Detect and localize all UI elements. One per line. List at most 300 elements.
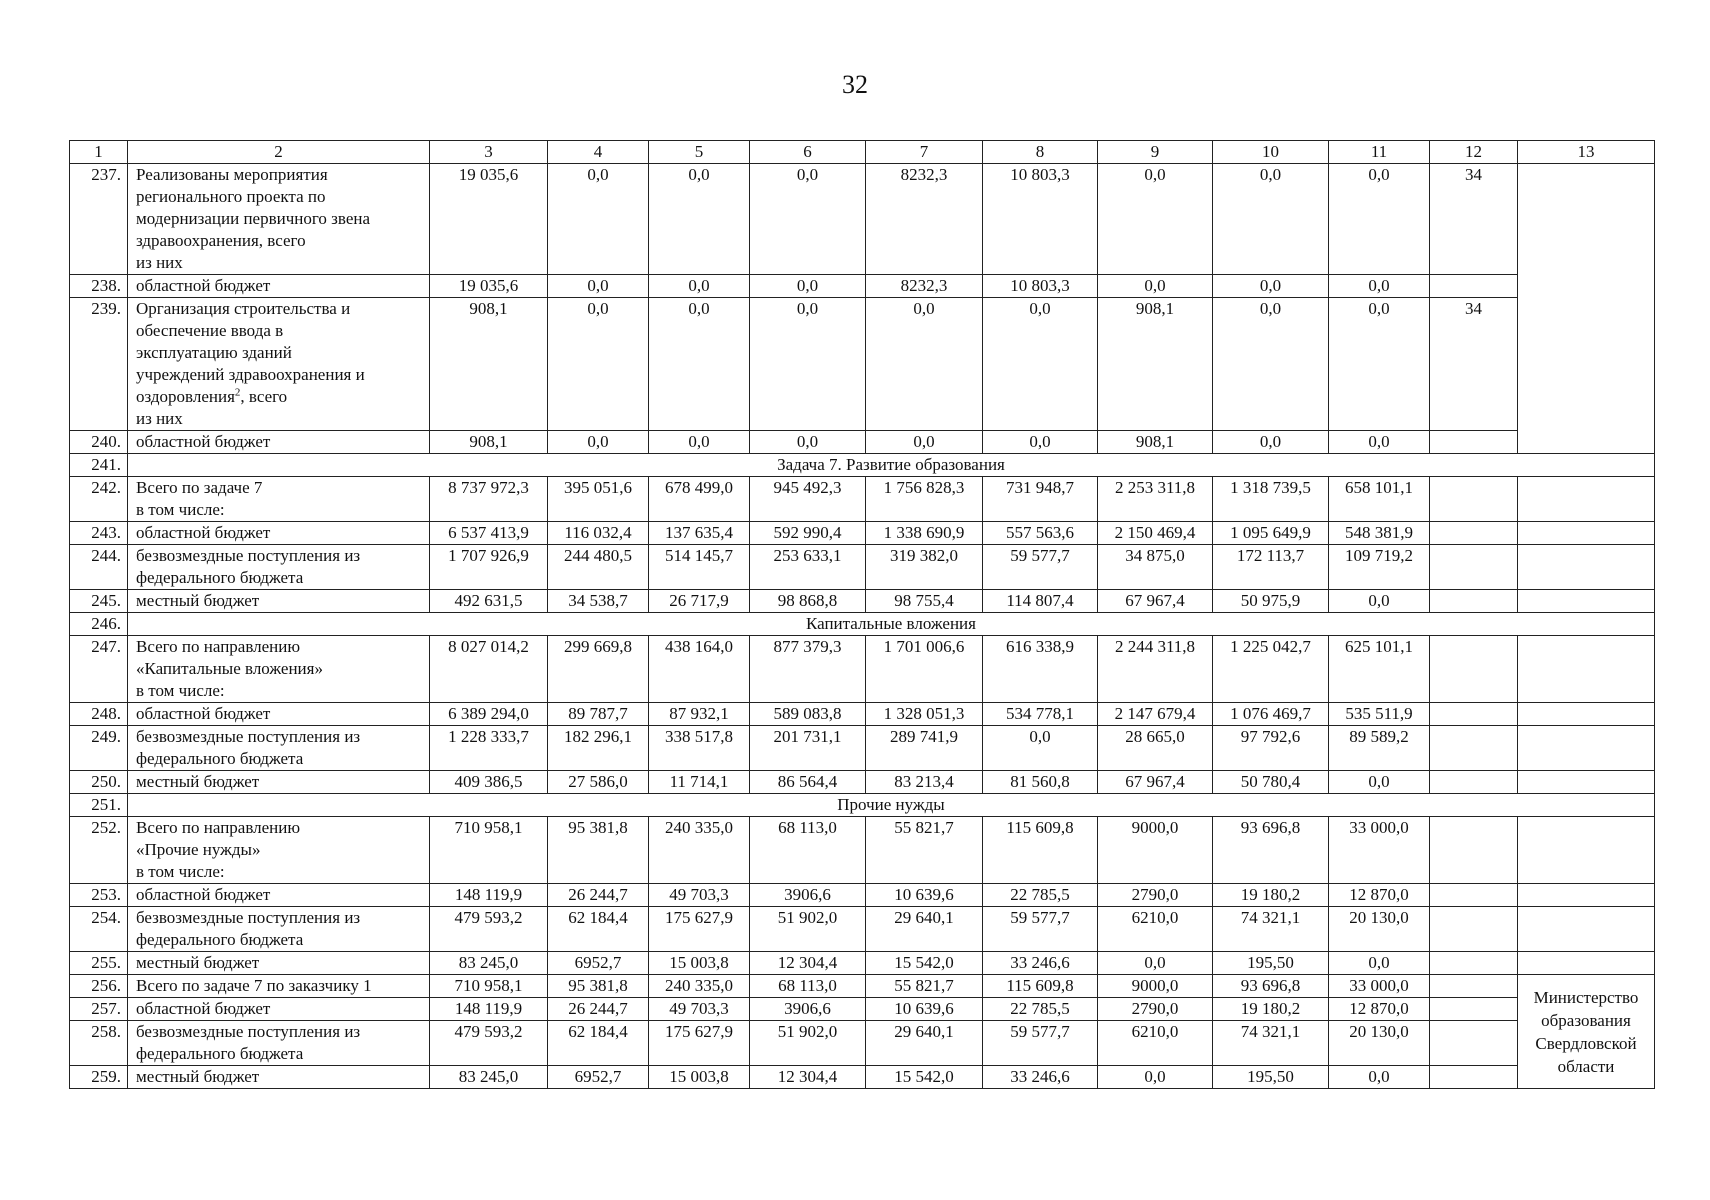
description-line: местный бюджет [136,1067,260,1086]
value-cell: 59 577,7 [983,545,1098,590]
table-row [70,884,1655,907]
description-line: из них [136,409,183,428]
value-cell: 0,0 [548,275,649,298]
value-cell: 19 035,6 [430,275,548,298]
value-cell: 50 975,9 [1213,590,1329,613]
col12-cell [1430,771,1518,794]
value-cell: 1 701 006,6 [866,636,983,703]
col12-cell [1430,1021,1518,1066]
value-cell: 195,50 [1213,952,1329,975]
row-number: 258. [70,1021,128,1066]
row-description [128,522,430,545]
value-cell: 15 542,0 [866,1066,983,1089]
value-cell: 9000,0 [1098,817,1213,884]
row-description [128,952,430,975]
row-description [128,164,430,275]
value-cell: 87 932,1 [649,703,750,726]
value-cell: 49 703,3 [649,998,750,1021]
value-cell: 395 051,6 [548,477,649,522]
table-row [70,590,1655,613]
value-cell: 34 875,0 [1098,545,1213,590]
value-cell: 3906,6 [750,884,866,907]
col12-cell [1430,726,1518,771]
col12-cell [1430,975,1518,998]
page-number: 32 [842,70,868,99]
value-cell: 15 003,8 [649,1066,750,1089]
value-cell: 0,0 [1329,590,1430,613]
value-cell: 15 542,0 [866,952,983,975]
value-cell: 81 560,8 [983,771,1098,794]
col13-cell [1518,164,1655,454]
description-line: местный бюджет [136,591,260,610]
value-cell: 244 480,5 [548,545,649,590]
budget-table [69,140,1655,1089]
row-number: 240. [70,431,128,454]
table-row [70,636,1655,703]
value-cell: 12 304,4 [750,1066,866,1089]
header-cell: 13 [1518,141,1655,164]
row-number: 247. [70,636,128,703]
value-cell: 678 499,0 [649,477,750,522]
value-cell: 9000,0 [1098,975,1213,998]
col13-cell [1518,817,1655,884]
value-cell: 299 669,8 [548,636,649,703]
value-cell: 658 101,1 [1329,477,1430,522]
value-cell: 338 517,8 [649,726,750,771]
value-cell: 10 803,3 [983,164,1098,275]
value-cell: 114 807,4 [983,590,1098,613]
value-cell: 98 868,8 [750,590,866,613]
row-description [128,1021,430,1066]
value-cell: 0,0 [866,431,983,454]
value-cell: 731 948,7 [983,477,1098,522]
description-line: областной бюджет [136,885,271,904]
value-cell: 8 737 972,3 [430,477,548,522]
description-line: местный бюджет [136,772,260,791]
description-line: Всего по задаче 7 [136,478,263,497]
value-cell: 67 967,4 [1098,771,1213,794]
value-cell: 0,0 [649,431,750,454]
table-row [70,794,1655,817]
description-line: «Прочие нужды» [136,840,261,859]
value-cell: 1 228 333,7 [430,726,548,771]
description-line: в том числе: [136,681,225,700]
value-cell: 6 389 294,0 [430,703,548,726]
customer-line: Министерство [1533,987,1639,1007]
value-cell: 0,0 [548,431,649,454]
value-cell: 2 147 679,4 [1098,703,1213,726]
value-cell: 0,0 [1329,1066,1430,1089]
value-cell: 2 244 311,8 [1098,636,1213,703]
value-cell: 1 328 051,3 [866,703,983,726]
col12-cell [1430,884,1518,907]
value-cell: 195,50 [1213,1066,1329,1089]
row-number: 246. [70,613,128,636]
col12-cell [1430,952,1518,975]
value-cell: 51 902,0 [750,1021,866,1066]
value-cell: 2 253 311,8 [1098,477,1213,522]
value-cell: 6210,0 [1098,1021,1213,1066]
header-row [70,141,1655,164]
description-line: безвозмездные поступления из [136,908,361,927]
table-row [70,975,1655,998]
value-cell: 89 787,7 [548,703,649,726]
value-cell: 557 563,6 [983,522,1098,545]
value-cell: 148 119,9 [430,884,548,907]
row-number: 241. [70,454,128,477]
table-row [70,1021,1655,1066]
row-number: 239. [70,298,128,431]
row-number: 251. [70,794,128,817]
col12-cell [1430,522,1518,545]
value-cell: 0,0 [1329,952,1430,975]
value-cell: 0,0 [1213,298,1329,431]
row-description [128,1066,430,1089]
value-cell: 175 627,9 [649,907,750,952]
value-cell: 2790,0 [1098,884,1213,907]
section-title: Задача 7. Развитие образования [128,454,1655,477]
value-cell: 319 382,0 [866,545,983,590]
customer-line: образования [1541,1010,1631,1030]
description-line: областной бюджет [136,999,271,1018]
value-cell: 710 958,1 [430,817,548,884]
value-cell: 50 780,4 [1213,771,1329,794]
table-row [70,726,1655,771]
value-cell: 93 696,8 [1213,975,1329,998]
value-cell: 68 113,0 [750,975,866,998]
header-cell: 5 [649,141,750,164]
value-cell: 28 665,0 [1098,726,1213,771]
description-line: Всего по задаче 7 по заказчику 1 [136,976,372,995]
value-cell: 116 032,4 [548,522,649,545]
header-cell: 4 [548,141,649,164]
value-cell: 12 870,0 [1329,998,1430,1021]
header-cell: 1 [70,141,128,164]
value-cell: 0,0 [983,431,1098,454]
row-description [128,907,430,952]
description-line: безвозмездные поступления из [136,727,361,746]
value-cell: 29 640,1 [866,907,983,952]
value-cell: 0,0 [1329,431,1430,454]
col12-cell [1430,636,1518,703]
row-number: 256. [70,975,128,998]
description-line: учреждений здравоохранения и [136,365,365,384]
value-cell: 479 593,2 [430,1021,548,1066]
value-cell: 616 338,9 [983,636,1098,703]
table-row [70,298,1655,431]
value-cell: 62 184,4 [548,907,649,952]
value-cell: 26 244,7 [548,884,649,907]
description-line: Организация строительства и [136,299,351,318]
row-number: 237. [70,164,128,275]
table-row [70,1066,1655,1089]
value-cell: 908,1 [430,298,548,431]
value-cell: 0,0 [548,164,649,275]
value-cell: 62 184,4 [548,1021,649,1066]
value-cell: 26 244,7 [548,998,649,1021]
value-cell: 592 990,4 [750,522,866,545]
value-cell: 534 778,1 [983,703,1098,726]
value-cell: 0,0 [866,298,983,431]
value-cell: 8232,3 [866,275,983,298]
value-cell: 55 821,7 [866,817,983,884]
col12-cell [1430,1066,1518,1089]
col13-cell [1518,522,1655,545]
col13-cell [1518,907,1655,952]
table-row [70,817,1655,884]
row-number: 238. [70,275,128,298]
row-number: 243. [70,522,128,545]
section-title: Прочие нужды [128,794,1655,817]
value-cell: 97 792,6 [1213,726,1329,771]
value-cell: 625 101,1 [1329,636,1430,703]
value-cell: 20 130,0 [1329,1021,1430,1066]
table-row [70,431,1655,454]
description-line: в том числе: [136,500,225,519]
value-cell: 0,0 [750,431,866,454]
value-cell: 148 119,9 [430,998,548,1021]
col13-cell [1518,590,1655,613]
col13-cell [1518,884,1655,907]
description-line: Реализованы мероприятия [136,165,328,184]
value-cell: 8 027 014,2 [430,636,548,703]
value-cell: 93 696,8 [1213,817,1329,884]
value-cell: 11 714,1 [649,771,750,794]
col12-cell [1430,907,1518,952]
col12-cell: 34 [1430,164,1518,275]
value-cell: 98 755,4 [866,590,983,613]
value-cell: 182 296,1 [548,726,649,771]
value-cell: 908,1 [1098,431,1213,454]
table-row [70,522,1655,545]
value-cell: 908,1 [1098,298,1213,431]
value-cell: 6 537 413,9 [430,522,548,545]
header-cell: 8 [983,141,1098,164]
value-cell: 10 639,6 [866,998,983,1021]
row-description [128,884,430,907]
value-cell: 0,0 [1329,771,1430,794]
value-cell: 2 150 469,4 [1098,522,1213,545]
value-cell: 0,0 [750,275,866,298]
row-number: 249. [70,726,128,771]
value-cell: 55 821,7 [866,975,983,998]
value-cell: 8232,3 [866,164,983,275]
header-cell: 10 [1213,141,1329,164]
table-row [70,477,1655,522]
value-cell: 2790,0 [1098,998,1213,1021]
value-cell: 201 731,1 [750,726,866,771]
col12-cell [1430,703,1518,726]
value-cell: 83 213,4 [866,771,983,794]
value-cell: 6952,7 [548,1066,649,1089]
value-cell: 172 113,7 [1213,545,1329,590]
value-cell: 0,0 [1329,298,1430,431]
description-line: обеспечение ввода в [136,321,284,340]
value-cell: 0,0 [649,275,750,298]
value-cell: 89 589,2 [1329,726,1430,771]
description-line: модернизации первичного звена [136,209,371,228]
description-line: местный бюджет [136,953,260,972]
value-cell: 3906,6 [750,998,866,1021]
description-line: федерального бюджета [136,930,304,949]
value-cell: 33 246,6 [983,1066,1098,1089]
row-description [128,545,430,590]
value-cell: 29 640,1 [866,1021,983,1066]
row-description [128,298,430,431]
description-line: федерального бюджета [136,749,304,768]
customer-cell [1518,975,1655,1089]
col13-cell [1518,771,1655,794]
header-cell: 11 [1329,141,1430,164]
row-description [128,636,430,703]
description-line: областной бюджет [136,432,271,451]
description-line: из них [136,253,183,272]
description-line: эксплуатацию зданий [136,343,292,362]
row-number: 254. [70,907,128,952]
value-cell: 0,0 [548,298,649,431]
value-cell: 1 076 469,7 [1213,703,1329,726]
description-line: безвозмездные поступления из [136,546,361,565]
value-cell: 19 180,2 [1213,998,1329,1021]
col13-cell [1518,636,1655,703]
row-description [128,590,430,613]
row-description [128,726,430,771]
description-line: Всего по направлению [136,818,301,837]
value-cell: 19 035,6 [430,164,548,275]
value-cell: 710 958,1 [430,975,548,998]
value-cell: 945 492,3 [750,477,866,522]
value-cell: 95 381,8 [548,817,649,884]
table-row [70,454,1655,477]
row-number: 248. [70,703,128,726]
value-cell: 438 164,0 [649,636,750,703]
table-row [70,907,1655,952]
value-cell: 0,0 [1098,1066,1213,1089]
value-cell: 175 627,9 [649,1021,750,1066]
header-cell: 3 [430,141,548,164]
description-line: оздоровления$^2$, всего [136,386,288,406]
row-number: 245. [70,590,128,613]
value-cell: 479 593,2 [430,907,548,952]
value-cell: 6952,7 [548,952,649,975]
value-cell: 86 564,4 [750,771,866,794]
value-cell: 877 379,3 [750,636,866,703]
value-cell: 0,0 [750,164,866,275]
col12-cell [1430,275,1518,298]
table-row [70,703,1655,726]
col13-cell [1518,703,1655,726]
col12-cell [1430,817,1518,884]
value-cell: 59 577,7 [983,907,1098,952]
col13-cell [1518,545,1655,590]
value-cell: 289 741,9 [866,726,983,771]
value-cell: 1 095 649,9 [1213,522,1329,545]
table-row [70,613,1655,636]
value-cell: 12 304,4 [750,952,866,975]
value-cell: 514 145,7 [649,545,750,590]
customer-line: Свердловской [1535,1033,1637,1053]
row-number: 242. [70,477,128,522]
value-cell: 409 386,5 [430,771,548,794]
header-cell: 9 [1098,141,1213,164]
value-cell: 109 719,2 [1329,545,1430,590]
header-cell: 7 [866,141,983,164]
value-cell: 12 870,0 [1329,884,1430,907]
header-cell: 2 [128,141,430,164]
row-description [128,703,430,726]
value-cell: 74 321,1 [1213,907,1329,952]
section-title: Капитальные вложения [128,613,1655,636]
value-cell: 253 633,1 [750,545,866,590]
value-cell: 27 586,0 [548,771,649,794]
value-cell: 0,0 [649,298,750,431]
value-cell: 240 335,0 [649,975,750,998]
value-cell: 0,0 [983,298,1098,431]
value-cell: 115 609,8 [983,817,1098,884]
value-cell: 0,0 [1098,164,1213,275]
value-cell: 19 180,2 [1213,884,1329,907]
value-cell: 1 707 926,9 [430,545,548,590]
col13-cell [1518,952,1655,975]
customer-line: области [1557,1056,1615,1076]
value-cell: 22 785,5 [983,998,1098,1021]
header-cell: 6 [750,141,866,164]
value-cell: 33 000,0 [1329,975,1430,998]
value-cell: 49 703,3 [649,884,750,907]
description-line: регионального проекта по [136,187,326,206]
value-cell: 59 577,7 [983,1021,1098,1066]
description-line: областной бюджет [136,523,271,542]
row-number: 257. [70,998,128,1021]
row-number: 259. [70,1066,128,1089]
value-cell: 51 902,0 [750,907,866,952]
value-cell: 67 967,4 [1098,590,1213,613]
description-line: федерального бюджета [136,1044,304,1063]
value-cell: 22 785,5 [983,884,1098,907]
description-line: областной бюджет [136,276,271,295]
value-cell: 0,0 [1213,431,1329,454]
col12-cell [1430,545,1518,590]
value-cell: 0,0 [1329,164,1430,275]
value-cell: 0,0 [1329,275,1430,298]
row-number: 253. [70,884,128,907]
value-cell: 548 381,9 [1329,522,1430,545]
value-cell: 1 756 828,3 [866,477,983,522]
table-row [70,164,1655,275]
row-number: 252. [70,817,128,884]
col12-cell: 34 [1430,298,1518,431]
value-cell: 95 381,8 [548,975,649,998]
value-cell: 6210,0 [1098,907,1213,952]
description-line: в том числе: [136,862,225,881]
row-number: 255. [70,952,128,975]
col12-cell [1430,477,1518,522]
value-cell: 908,1 [430,431,548,454]
value-cell: 20 130,0 [1329,907,1430,952]
value-cell: 74 321,1 [1213,1021,1329,1066]
value-cell: 0,0 [1098,952,1213,975]
description-line: Всего по направлению [136,637,301,656]
value-cell: 1 225 042,7 [1213,636,1329,703]
value-cell: 33 000,0 [1329,817,1430,884]
row-description [128,817,430,884]
description-line: федерального бюджета [136,568,304,587]
row-number: 244. [70,545,128,590]
row-description [128,975,430,998]
description-line: безвозмездные поступления из [136,1022,361,1041]
value-cell: 1 318 739,5 [1213,477,1329,522]
col12-cell [1430,590,1518,613]
